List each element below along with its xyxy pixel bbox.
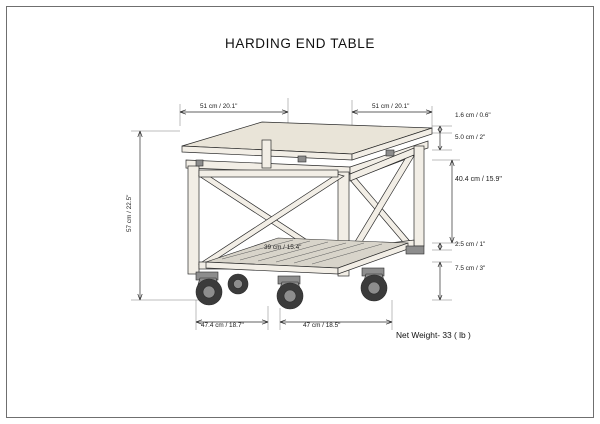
dimension-label-body-height: 40.4 cm / 15.9" (455, 176, 502, 183)
dimension-label-top-thickness: 1.6 cm / 0.6" (455, 112, 491, 119)
net-weight-label: Net Weight- 33 ( lb ) (396, 330, 471, 340)
dimension-label-base-depth: 47.4 cm / 18.7" (201, 322, 244, 329)
dimension-label-overall-height: 57 cm / 22.5" (126, 194, 133, 232)
dimension-label-caster-height: 7.5 cm / 3" (455, 265, 486, 272)
dimension-label-top-left-width: 51 cm / 20.1" (200, 103, 238, 110)
end-table-illustration (182, 122, 432, 309)
page-title: HARDING END TABLE (225, 36, 375, 51)
dimension-label-shelf-width: 39 cm / 15.4" (264, 244, 302, 251)
dimension-label-top-overhang: 5.0 cm / 2" (455, 134, 486, 141)
dimension-label-base-width: 47 cm / 18.5" (303, 322, 341, 329)
dimension-label-shelf-thickness: 2.5 cm / 1" (455, 241, 486, 248)
dimension-label-top-right-depth: 51 cm / 20.1" (372, 103, 410, 110)
